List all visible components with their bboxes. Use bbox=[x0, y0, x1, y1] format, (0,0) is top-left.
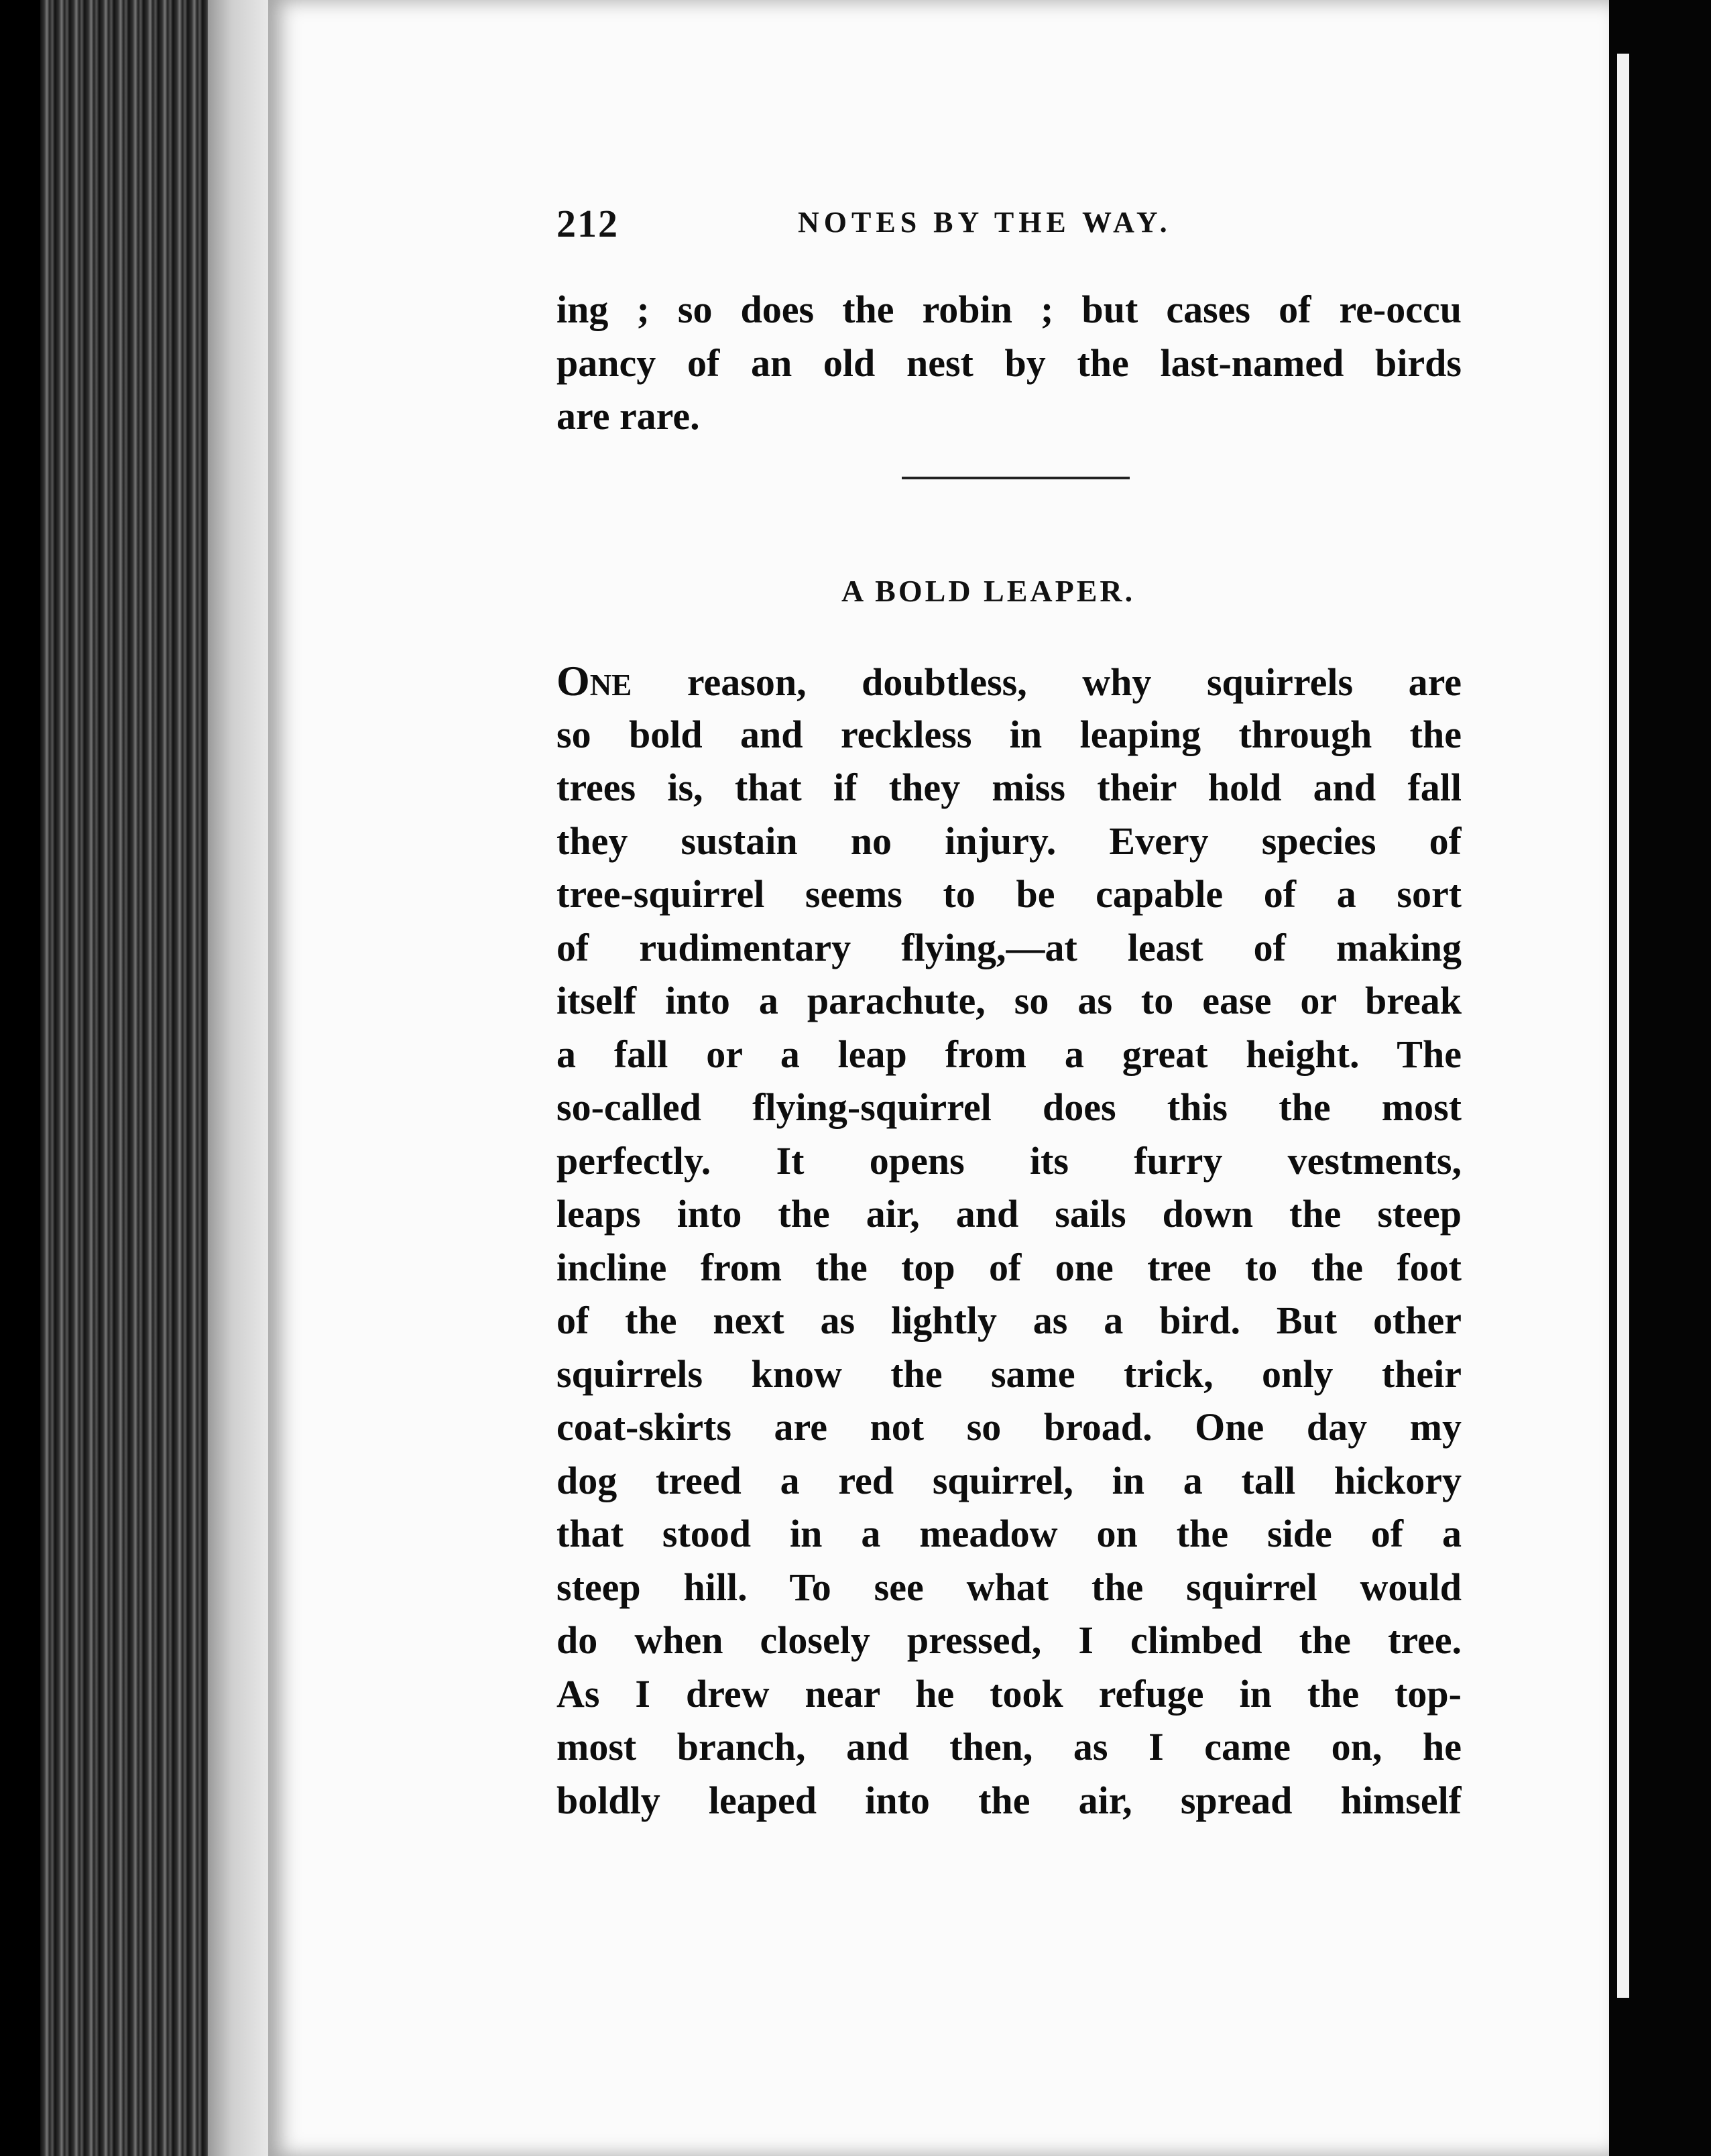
text-line: coat-skirts are not so broad. One day my bbox=[556, 1405, 1462, 1449]
text-line: a fall or a leap from a great height. The bbox=[556, 1032, 1462, 1076]
text-line: are rare. bbox=[556, 394, 700, 438]
text-line: boldly leaped into the air, spread himself bbox=[556, 1778, 1462, 1822]
text-line: tree-squirrel seems to be capable of a sort bbox=[556, 872, 1462, 916]
text-line: pancy of an old nest by the last-named birds bbox=[556, 341, 1462, 385]
continuation-paragraph bbox=[556, 283, 1462, 443]
text-line: so-called flying-squirrel does this the most bbox=[556, 1085, 1462, 1129]
running-title: NOTES BY THE WAY. bbox=[798, 206, 1172, 239]
text-line: ing ; so does the robin ; but cases of re-occu bbox=[556, 288, 1462, 331]
running-head bbox=[556, 201, 1227, 261]
text-line: squirrels know the same trick, only their bbox=[556, 1352, 1462, 1396]
section-heading: A BOLD LEAPER. bbox=[841, 574, 1136, 608]
text-line: itself into a parachute, so as to ease or break bbox=[556, 979, 1462, 1022]
text-line: incline from the top of one tree to the foot bbox=[556, 1245, 1462, 1289]
text-line: steep hill. To see what the squirrel would bbox=[556, 1565, 1462, 1609]
drop-word: One bbox=[556, 657, 632, 705]
first-line-rest: reason, doubtless, why squirrels are bbox=[687, 660, 1462, 704]
text-line: so bold and reckless in leaping through the bbox=[556, 712, 1462, 756]
text-line: that stood in a meadow on the side of a bbox=[556, 1512, 1462, 1555]
book-page-edges bbox=[40, 0, 268, 2156]
text-line: do when closely pressed, I climbed the tree. bbox=[556, 1618, 1462, 1662]
text-line: of the next as lightly as a bird. But other bbox=[556, 1299, 1462, 1342]
text-line: they sustain no injury. Every species of bbox=[556, 819, 1462, 863]
page-number: 212 bbox=[556, 202, 619, 245]
text-line: dog treed a red squirrel, in a tall hickory bbox=[556, 1458, 1462, 1502]
text-line: perfectly. It opens its furry vestments, bbox=[556, 1138, 1462, 1183]
text-line: of rudimentary flying,—at least of making bbox=[556, 925, 1462, 969]
section-paragraph bbox=[556, 654, 1462, 1827]
text-line: trees is, that if they miss their hold and fall bbox=[556, 766, 1462, 809]
first-text-line bbox=[556, 654, 1462, 708]
section-divider bbox=[902, 477, 1130, 479]
text-line: most branch, and then, as I came on, he bbox=[556, 1725, 1462, 1769]
text-line: As I drew near he took refuge in the top- bbox=[556, 1671, 1462, 1716]
scan-right-edge bbox=[1609, 0, 1711, 2156]
text-line: leaps into the air, and sails down the steep bbox=[556, 1192, 1462, 1236]
